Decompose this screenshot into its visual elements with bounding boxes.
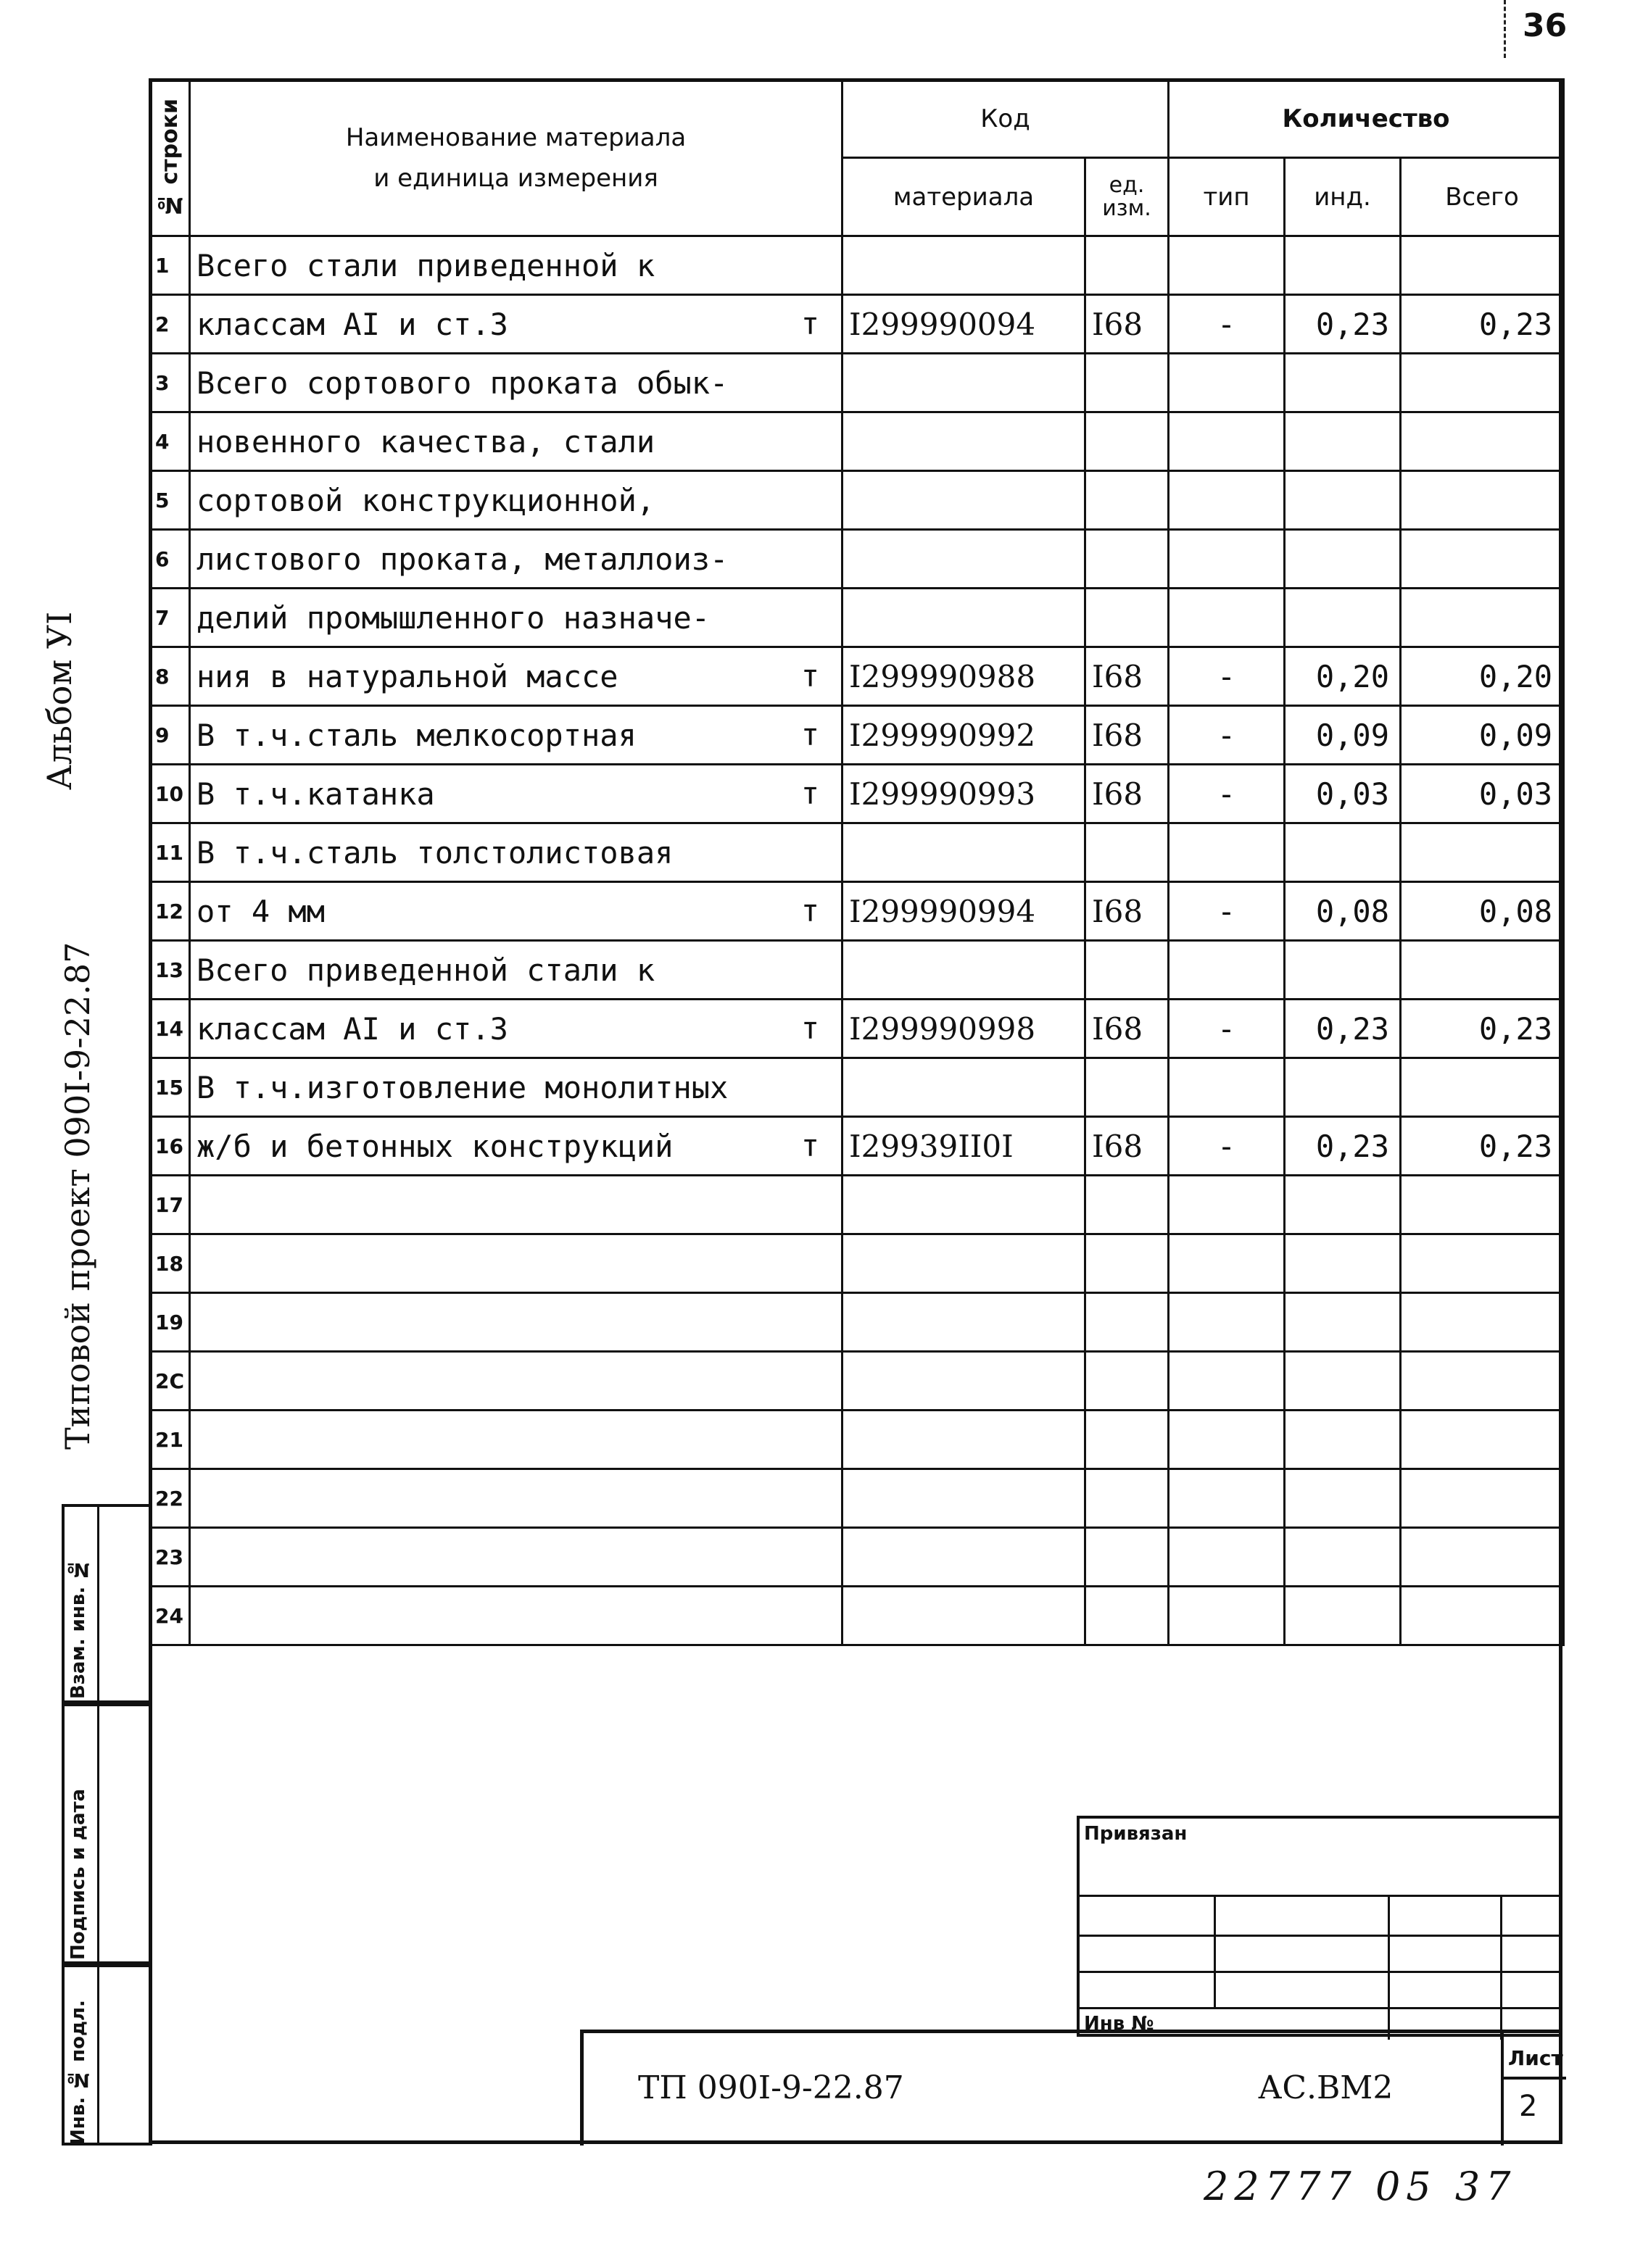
table-row	[150, 471, 1564, 530]
sheet-label: Лист	[1508, 2046, 1563, 2070]
quantity-total	[1401, 1293, 1564, 1352]
side-box-podpis	[62, 1703, 152, 1964]
quantity-ind	[1285, 354, 1401, 412]
material-name	[190, 1587, 843, 1645]
side-box-inv-podl	[62, 1964, 152, 2146]
material-code: I299990994	[843, 882, 1085, 941]
material-name-text: В т.ч.сталь толстолистовая	[196, 834, 674, 871]
quantity-tip	[1169, 354, 1285, 412]
quantity-total	[1401, 941, 1564, 1000]
quantity-total	[1401, 1469, 1564, 1528]
material-name	[190, 823, 843, 882]
material-name-text: В т.ч.катанка	[196, 776, 435, 812]
header-name	[190, 80, 843, 236]
quantity-total	[1401, 1587, 1564, 1645]
material-code	[843, 354, 1085, 412]
material-code: I299990998	[843, 1000, 1085, 1058]
material-code	[843, 1411, 1085, 1469]
page-number: 36	[1523, 7, 1568, 44]
material-code	[843, 412, 1085, 471]
material-code	[843, 1469, 1085, 1528]
row-number: 10	[150, 765, 190, 823]
table-row	[150, 412, 1564, 471]
unit-code: I68	[1085, 706, 1169, 765]
material-name-text: классам АI и ст.3	[196, 306, 508, 342]
row-number: 2C	[150, 1352, 190, 1411]
quantity-tip	[1169, 1411, 1285, 1469]
material-code	[843, 1352, 1085, 1411]
material-name-text: новенного качества, стали	[196, 423, 655, 460]
quantity-tip: -	[1169, 706, 1285, 765]
table-row	[150, 589, 1564, 647]
row-number: 4	[150, 412, 190, 471]
unit-code	[1085, 1352, 1169, 1411]
row-number: 17	[150, 1176, 190, 1234]
unit-code: I68	[1085, 647, 1169, 706]
quantity-ind	[1285, 530, 1401, 589]
material-unit: т	[800, 306, 819, 341]
row-number: 21	[150, 1411, 190, 1469]
stamp-line	[1080, 1971, 1560, 1973]
quantity-total	[1401, 1411, 1564, 1469]
quantity-total: 0,23	[1401, 1117, 1564, 1176]
side-label-vzam-inv: Взам. инв. №	[67, 1558, 89, 1699]
quantity-tip: -	[1169, 1000, 1285, 1058]
quantity-ind	[1285, 1234, 1401, 1293]
material-code	[843, 236, 1085, 295]
table-row	[150, 1058, 1564, 1117]
quantity-total	[1401, 530, 1564, 589]
quantity-total	[1401, 1176, 1564, 1234]
unit-code	[1085, 589, 1169, 647]
side-divider	[97, 1706, 99, 1961]
material-code	[843, 1176, 1085, 1234]
quantity-tip	[1169, 1528, 1285, 1587]
table-row	[150, 1587, 1564, 1645]
title-divider	[1501, 2033, 1504, 2146]
table-row	[150, 1528, 1564, 1587]
quantity-tip: -	[1169, 882, 1285, 941]
stamp-line	[1080, 2007, 1560, 2009]
row-number: 11	[150, 823, 190, 882]
material-code	[843, 941, 1085, 1000]
material-name	[190, 589, 843, 647]
material-name	[190, 236, 843, 295]
quantity-ind: 0,23	[1285, 295, 1401, 354]
title-designation: ТП 090I-9-22.87	[638, 2069, 904, 2106]
material-code	[843, 1058, 1085, 1117]
stamp-line	[1214, 1895, 1216, 2007]
footer-handwritten-note: 22777 05 37	[1204, 2164, 1517, 2209]
table-row	[150, 1176, 1564, 1234]
side-divider	[97, 1967, 99, 2143]
material-unit: т	[800, 1010, 819, 1046]
row-number: 16	[150, 1117, 190, 1176]
material-name-text: классам АI и ст.3	[196, 1010, 508, 1047]
quantity-ind	[1285, 471, 1401, 530]
table-row	[150, 1293, 1564, 1352]
material-name-text: ния в натуральной массе	[196, 658, 618, 694]
row-number: 9	[150, 706, 190, 765]
row-number: 1	[150, 236, 190, 295]
quantity-total: 0,23	[1401, 1000, 1564, 1058]
row-number: 14	[150, 1000, 190, 1058]
material-code: I29939II0I	[843, 1117, 1085, 1176]
quantity-ind	[1285, 412, 1401, 471]
material-name	[190, 412, 843, 471]
material-code: I299990992	[843, 706, 1085, 765]
quantity-ind: 0,09	[1285, 706, 1401, 765]
quantity-ind	[1285, 941, 1401, 1000]
table-row	[150, 1117, 1564, 1176]
table-row	[150, 823, 1564, 882]
row-number: 23	[150, 1528, 190, 1587]
material-name	[190, 1117, 843, 1176]
header-name-line1: Наименование материала	[345, 122, 687, 152]
side-label-podpis-data: Подпись и дата	[67, 1788, 89, 1960]
material-name-text: Всего сортового проката обык-	[196, 365, 729, 401]
row-number: 19	[150, 1293, 190, 1352]
material-name-text: Всего стали приведенной к	[196, 247, 655, 283]
quantity-ind	[1285, 1411, 1401, 1469]
material-code: I299990094	[843, 295, 1085, 354]
unit-code: I68	[1085, 765, 1169, 823]
quantity-ind: 0,23	[1285, 1117, 1401, 1176]
material-code	[843, 530, 1085, 589]
material-unit: т	[800, 776, 819, 811]
quantity-tip	[1169, 412, 1285, 471]
quantity-total	[1401, 1528, 1564, 1587]
row-number: 3	[150, 354, 190, 412]
material-code: I299990988	[843, 647, 1085, 706]
material-code	[843, 1587, 1085, 1645]
materials-table	[149, 78, 1565, 1646]
material-code	[843, 471, 1085, 530]
material-name	[190, 1352, 843, 1411]
material-name	[190, 647, 843, 706]
header-kod: Код	[843, 80, 1169, 158]
quantity-total: 0,09	[1401, 706, 1564, 765]
quantity-tip	[1169, 1352, 1285, 1411]
table-row	[150, 1234, 1564, 1293]
unit-code	[1085, 941, 1169, 1000]
table-row	[150, 647, 1564, 706]
quantity-total	[1401, 471, 1564, 530]
row-number: 8	[150, 647, 190, 706]
material-name	[190, 1058, 843, 1117]
material-name	[190, 1234, 843, 1293]
quantity-ind	[1285, 823, 1401, 882]
table-row	[150, 1411, 1564, 1469]
material-name	[190, 1000, 843, 1058]
quantity-total	[1401, 1234, 1564, 1293]
quantity-tip	[1169, 1058, 1285, 1117]
unit-code	[1085, 1411, 1169, 1469]
material-name	[190, 765, 843, 823]
unit-code	[1085, 1234, 1169, 1293]
quantity-ind	[1285, 1352, 1401, 1411]
table-row	[150, 1000, 1564, 1058]
quantity-tip	[1169, 823, 1285, 882]
material-unit: т	[800, 893, 819, 929]
quantity-total: 0,08	[1401, 882, 1564, 941]
quantity-tip	[1169, 1234, 1285, 1293]
quantity-tip	[1169, 530, 1285, 589]
table-row	[150, 1469, 1564, 1528]
quantity-total	[1401, 412, 1564, 471]
material-name	[190, 1528, 843, 1587]
quantity-tip: -	[1169, 1117, 1285, 1176]
quantity-tip	[1169, 589, 1285, 647]
unit-code	[1085, 823, 1169, 882]
quantity-tip	[1169, 1587, 1285, 1645]
side-divider	[97, 1507, 99, 1700]
quantity-ind	[1285, 589, 1401, 647]
unit-code	[1085, 530, 1169, 589]
quantity-total	[1401, 236, 1564, 295]
unit-code: I68	[1085, 1117, 1169, 1176]
material-name	[190, 354, 843, 412]
quantity-total	[1401, 1058, 1564, 1117]
material-name-text: Всего приведенной стали к	[196, 952, 655, 988]
quantity-total: 0,03	[1401, 765, 1564, 823]
title-block	[580, 2030, 1562, 2146]
material-code	[843, 823, 1085, 882]
header-name-line2: и единица измерения	[373, 163, 658, 193]
material-unit: т	[800, 658, 819, 694]
row-number: 24	[150, 1587, 190, 1645]
material-unit: т	[800, 1128, 819, 1163]
side-box-vzam	[62, 1504, 152, 1703]
quantity-total	[1401, 1352, 1564, 1411]
quantity-tip	[1169, 1293, 1285, 1352]
table-row	[150, 765, 1564, 823]
quantity-ind	[1285, 1587, 1401, 1645]
table-row	[150, 706, 1564, 765]
material-unit: т	[800, 717, 819, 752]
stamp-privyazan-label: Привязан	[1084, 1823, 1188, 1845]
title-code: АС.ВМ2	[1258, 2069, 1394, 2106]
unit-code	[1085, 236, 1169, 295]
unit-code	[1085, 1058, 1169, 1117]
row-number: 5	[150, 471, 190, 530]
table-row	[150, 530, 1564, 589]
header-kolichestvo: Количество	[1169, 80, 1564, 158]
quantity-ind	[1285, 1058, 1401, 1117]
table-row	[150, 295, 1564, 354]
side-label-inv-podl: Инв. № подл.	[67, 2000, 89, 2145]
quantity-tip: -	[1169, 295, 1285, 354]
table-row	[150, 882, 1564, 941]
row-number: 6	[150, 530, 190, 589]
quantity-tip: -	[1169, 647, 1285, 706]
quantity-ind	[1285, 1176, 1401, 1234]
stamp-line	[1388, 1895, 1390, 2040]
material-name	[190, 1293, 843, 1352]
material-code	[843, 589, 1085, 647]
unit-code	[1085, 412, 1169, 471]
row-number: 15	[150, 1058, 190, 1117]
binding-stamp	[1077, 1816, 1562, 2037]
unit-code	[1085, 354, 1169, 412]
material-name-text: листового проката, металлоиз-	[196, 541, 729, 577]
header-material: материала	[843, 158, 1085, 236]
unit-code: I68	[1085, 882, 1169, 941]
quantity-tip	[1169, 941, 1285, 1000]
row-number: 18	[150, 1234, 190, 1293]
quantity-ind: 0,23	[1285, 1000, 1401, 1058]
row-number: 22	[150, 1469, 190, 1528]
stamp-line	[1080, 1895, 1560, 1897]
header-vsego: Всего	[1401, 158, 1564, 236]
quantity-ind: 0,03	[1285, 765, 1401, 823]
page-number-divider	[1504, 0, 1506, 58]
project-label: Типовой проект 090I-9-22.87	[58, 942, 97, 1450]
material-name	[190, 471, 843, 530]
material-name-text: ж/б и бетонных конструкций	[196, 1128, 674, 1164]
quantity-total	[1401, 354, 1564, 412]
material-name-text: делий промышленного назначе-	[196, 599, 711, 636]
quantity-ind	[1285, 236, 1401, 295]
title-divider	[1501, 2077, 1566, 2080]
quantity-total	[1401, 823, 1564, 882]
quantity-total	[1401, 589, 1564, 647]
unit-code: I68	[1085, 1000, 1169, 1058]
quantity-tip: -	[1169, 765, 1285, 823]
quantity-total: 0,20	[1401, 647, 1564, 706]
row-number: 2	[150, 295, 190, 354]
material-code	[843, 1528, 1085, 1587]
unit-code: I68	[1085, 295, 1169, 354]
material-name-text: В т.ч.сталь мелкосортная	[196, 717, 637, 753]
material-name	[190, 941, 843, 1000]
album-label: Альбом УI	[40, 611, 79, 790]
material-code: I299990993	[843, 765, 1085, 823]
material-name-text: сортовой конструкционной,	[196, 482, 655, 518]
material-code	[843, 1293, 1085, 1352]
quantity-total: 0,23	[1401, 295, 1564, 354]
material-name	[190, 1411, 843, 1469]
table-row	[150, 941, 1564, 1000]
quantity-tip	[1169, 236, 1285, 295]
row-number: 7	[150, 589, 190, 647]
unit-code	[1085, 1176, 1169, 1234]
stamp-line	[1500, 1895, 1502, 2040]
material-name	[190, 530, 843, 589]
quantity-ind	[1285, 1469, 1401, 1528]
stamp-inv-label: Инв №	[1084, 2013, 1154, 2035]
unit-code	[1085, 1293, 1169, 1352]
quantity-tip	[1169, 1469, 1285, 1528]
material-name-text: от 4 мм	[196, 893, 326, 929]
header-tip: тип	[1169, 158, 1285, 236]
material-name	[190, 1176, 843, 1234]
table-row	[150, 1352, 1564, 1411]
sheet-number: 2	[1519, 2090, 1538, 2123]
material-name	[190, 295, 843, 354]
header-ed-izm: ед. изм.	[1085, 158, 1169, 236]
unit-code	[1085, 1528, 1169, 1587]
material-name	[190, 1469, 843, 1528]
material-name	[190, 706, 843, 765]
unit-code	[1085, 1587, 1169, 1645]
unit-code	[1085, 471, 1169, 530]
header-ind: инд.	[1285, 158, 1401, 236]
material-name-text: В т.ч.изготовление монолитных	[196, 1069, 729, 1105]
material-code	[843, 1234, 1085, 1293]
quantity-ind: 0,20	[1285, 647, 1401, 706]
unit-code	[1085, 1469, 1169, 1528]
table-row	[150, 236, 1564, 295]
quantity-ind	[1285, 1528, 1401, 1587]
header-rownum: № строки	[150, 80, 190, 236]
row-number: 12	[150, 882, 190, 941]
table-row	[150, 354, 1564, 412]
stamp-line	[1080, 1935, 1560, 1937]
quantity-tip	[1169, 471, 1285, 530]
row-number: 13	[150, 941, 190, 1000]
quantity-ind: 0,08	[1285, 882, 1401, 941]
quantity-tip	[1169, 1176, 1285, 1234]
material-name	[190, 882, 843, 941]
quantity-ind	[1285, 1293, 1401, 1352]
